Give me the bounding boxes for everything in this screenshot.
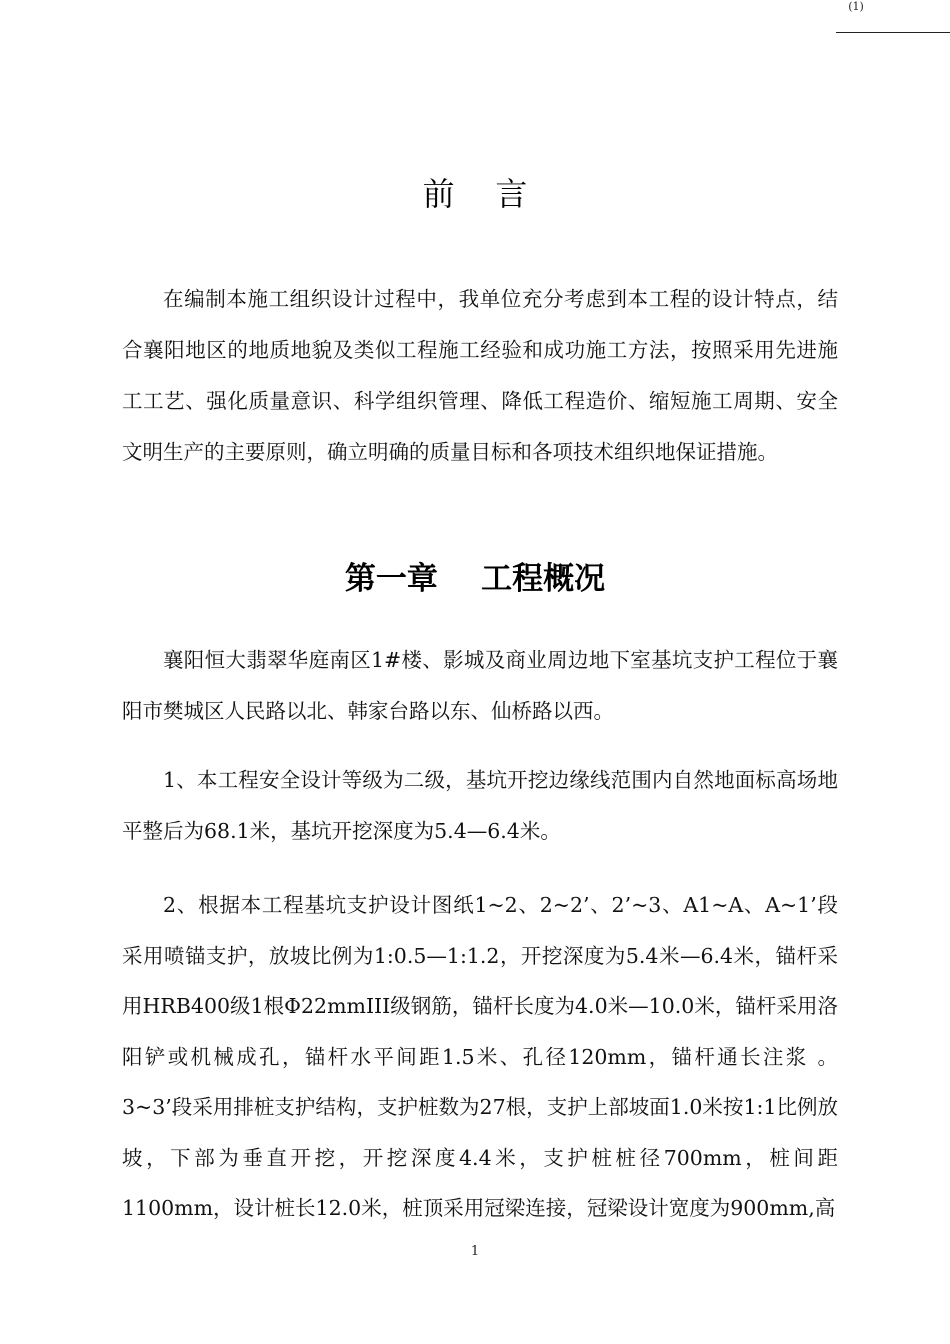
header-page-marker: (1): [848, 0, 864, 13]
header-rule: [836, 32, 950, 33]
chapter-paragraph-item-2: 2、根据本工程基坑支护设计图纸1~2、2~2’、2’~3、A1~A、A~1’段采用喷锚支护，放坡比例为1:0.5—1:1.2，开挖深度为5.4米—6.4米，锚杆采用HRB400级1根Φ22mmIII级钢筋，锚杆长度为4.0米—10.0米，锚杆采用洛阳铲或机械成孔，锚杆水平间距1.5米、孔径120mm，锚杆通长注浆 。3~3’段采用排桩支护结构，支护桩数为27根，支护上部坡面1.0米按1:1比例放坡，下部为垂直开挖，开挖深度4.4米，支护桩桩径700mm，桩间距1100mm，设计桩长12.0米，桩顶采用冠梁连接，冠梁设计宽度为900mm,高: [122, 893, 838, 1220]
chapter-paragraph-item-1: 1、本工程安全设计等级为二级，基坑开挖边缘线范围内自然地面标高场地平整后为68.1米，基坑开挖深度为5.4—6.4米。: [122, 768, 838, 843]
preface-title: 前 言: [422, 175, 528, 213]
page-number: 1: [470, 1244, 480, 1259]
chapter-paragraph-location: 襄阳恒大翡翠华庭南区1#楼、影城及商业周边地下室基坑支护工程位于襄阳市樊城区人民路以北、韩家台路以东、仙桥路以西。: [122, 648, 838, 723]
preface-paragraph: 在编制本施工组织设计过程中，我单位充分考虑到本工程的设计特点，结合襄阳地区的地质地貌及类似工程施工经验和成功施工方法，按照采用先进施工工艺、强化质量意识、科学组织管理、降低工程造价、缩短施工周期、安全文明生产的主要原则，确立明确的质量目标和各项技术组织地保证措施。: [122, 287, 838, 464]
chapter-title: 第一章 工程概况: [344, 561, 606, 597]
